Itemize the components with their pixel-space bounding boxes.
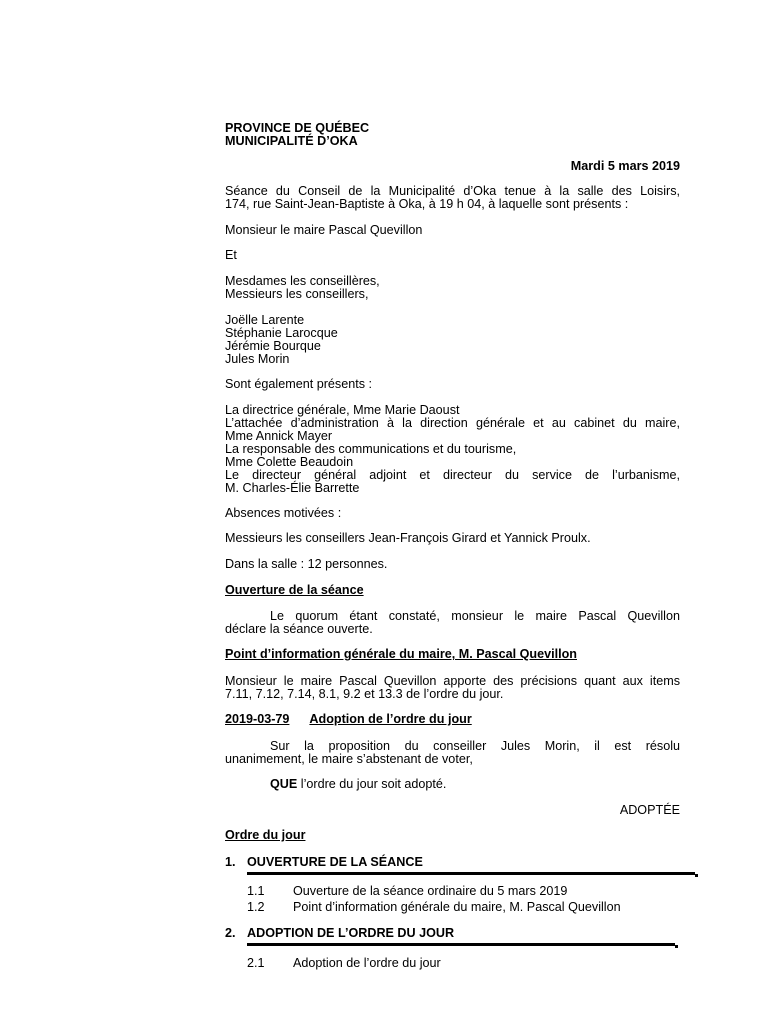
room-count: Dans la salle : 12 personnes. [225,557,388,571]
agenda-item [247,900,621,914]
item-text: Ouverture de la séance ordinaire du 5 mars 2019 [293,884,568,898]
also-present-line: La responsable des communications et du tourisme, [225,442,517,456]
section-divider [247,872,695,875]
councillors-heading-line: Mesdames les conseillères, [225,274,380,288]
meeting-date: Mardi 5 mars 2019 [570,159,680,173]
councillors-heading-line: Messieurs les conseillers, [225,287,369,301]
also-present-line: L’attachée d’administration à la direction générale et au cabinet du maire, [225,416,680,430]
resolution-title: Adoption de l’ordre du jour [309,712,472,726]
et-line: Et [225,248,237,262]
section-number: 2. [225,926,236,940]
resolution-line: unanimement, le maire s’abstenant de voter, [225,752,473,766]
info-point-title: Point d’information générale du maire, M. Pascal Quevillon [225,647,577,661]
que-text: l’ordre du jour soit adopté. [297,777,447,791]
also-present-list [225,404,680,495]
opening-line: déclare la séance ouverte. [225,622,373,636]
item-number: 1.2 [247,900,265,914]
absences-line: Messieurs les conseillers Jean-François Girard et Yannick Proulx. [225,531,591,545]
also-present-line: La directrice générale, Mme Marie Daoust [225,403,460,417]
item-text: Adoption de l’ordre du jour [293,956,441,970]
resolution-heading [225,713,680,726]
resolution-paragraph [225,740,680,766]
also-present-line: M. Charles-Élie Barrette [225,481,360,495]
item-text: Point d’information générale du maire, M. Pascal Quevillon [293,900,621,914]
section-title: OUVERTURE DE LA SÉANCE [247,855,423,869]
intro-paragraph [225,185,680,211]
section-number: 1. [225,855,236,869]
que-label: QUE [270,777,298,791]
opening-paragraph [225,610,680,636]
mayor-line: Monsieur le maire Pascal Quevillon [225,223,423,237]
resolution-que [225,778,680,791]
councillor-name: Joëlle Larente [225,313,305,327]
also-present-line: Mme Colette Beaudoin [225,455,354,469]
info-point-line: Monsieur le maire Pascal Quevillon apporte des précisions quant aux items [225,674,680,688]
header-block [225,122,680,148]
info-point-paragraph [225,675,680,701]
info-point-line: 7.11, 7.12, 7.14, 8.1, 9.2 et 13.3 de l’ordre du jour. [225,687,504,701]
item-number: 2.1 [247,956,265,970]
also-present-heading: Sont également présents : [225,377,373,391]
agenda-section-1 [225,855,680,869]
councillors-list [225,314,680,366]
item-number: 1.1 [247,884,265,898]
councillors-heading [225,275,680,301]
municipality-heading: MUNICIPALITÉ D’OKA [225,134,358,148]
section-title: ADOPTION DE L’ORDRE DU JOUR [247,926,455,940]
agenda-item [247,884,567,898]
councillor-name: Stéphanie Larocque [225,326,338,340]
agenda-item [247,956,441,970]
resolution-line: Sur la proposition du conseiller Jules Morin, il est résolu [270,739,680,753]
resolution-number: 2019-03-79 [225,712,290,726]
section-divider [247,943,675,946]
agenda-title: Ordre du jour [225,828,306,842]
also-present-line: Le directeur général adjoint et directeur du service de l’urbanisme, [225,468,680,482]
adopted-label: ADOPTÉE [619,803,680,817]
province-heading: PROVINCE DE QUÉBEC [225,121,370,135]
also-present-line: Mme Annick Mayer [225,429,333,443]
councillor-name: Jules Morin [225,352,290,366]
intro-line: 174, rue Saint-Jean-Baptiste à Oka, à 19 h 04, à laquelle sont présents : [225,197,629,211]
opening-title: Ouverture de la séance [225,583,364,597]
agenda-section-2 [225,926,680,940]
opening-line: Le quorum étant constaté, monsieur le maire Pascal Quevillon [270,609,680,623]
intro-line: Séance du Conseil de la Municipalité d’Oka tenue à la salle des Loisirs, [225,184,680,198]
councillor-name: Jérémie Bourque [225,339,321,353]
absences-heading: Absences motivées : [225,506,342,520]
